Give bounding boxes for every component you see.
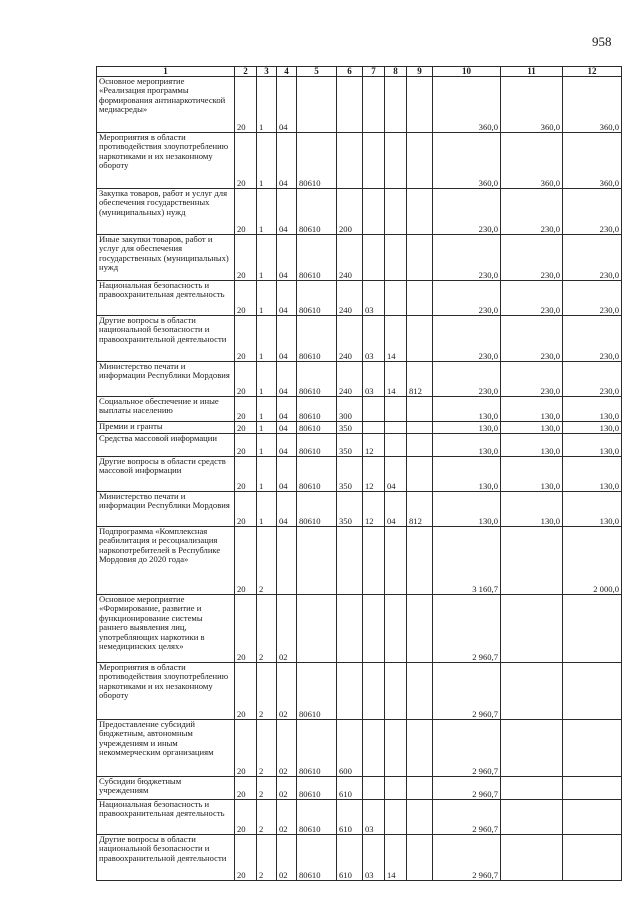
table-row: [97, 235, 622, 281]
col-11-cell: 230,0: [501, 235, 563, 281]
col-3-cell: 1: [257, 434, 277, 457]
col-3-cell: 1: [257, 133, 277, 189]
col-3-cell: 2: [257, 527, 277, 595]
col-9-cell: [407, 316, 433, 362]
col-6-cell: 350: [337, 434, 363, 457]
table-row: [97, 362, 622, 397]
col-2-cell: 20: [235, 397, 257, 422]
col-11-cell: 230,0: [501, 281, 563, 316]
col-4-cell: 04: [277, 362, 297, 397]
table-row: [97, 434, 622, 457]
row-name-cell: Другие вопросы в области средств массовой информации: [97, 457, 235, 492]
col-6-cell: 350: [337, 457, 363, 492]
col-12-cell: 230,0: [563, 316, 622, 362]
col-10-cell: 230,0: [433, 235, 501, 281]
table-row: [97, 133, 622, 189]
col-4-cell: 02: [277, 663, 297, 720]
col-5-cell: 80610: [297, 457, 337, 492]
col-11-cell: [501, 777, 563, 800]
header-col-5: 5: [297, 67, 337, 77]
col-6-cell: 610: [337, 800, 363, 835]
col-3-cell: 2: [257, 777, 277, 800]
col-8-cell: [385, 800, 407, 835]
col-2-cell: 20: [235, 362, 257, 397]
col-8-cell: [385, 663, 407, 720]
col-5-cell: 80610: [297, 316, 337, 362]
col-4-cell: 04: [277, 457, 297, 492]
table-row: [97, 595, 622, 663]
col-2-cell: 20: [235, 663, 257, 720]
table-row: [97, 492, 622, 527]
col-9-cell: [407, 663, 433, 720]
table-body: [97, 77, 622, 881]
col-7-cell: 03: [363, 281, 385, 316]
col-6-cell: 200: [337, 189, 363, 235]
col-2-cell: 20: [235, 835, 257, 881]
table-row: [97, 189, 622, 235]
table-row: [97, 777, 622, 800]
table-row: [97, 527, 622, 595]
col-8-cell: [385, 235, 407, 281]
col-10-cell: 360,0: [433, 133, 501, 189]
col-10-cell: 2 960,7: [433, 800, 501, 835]
col-12-cell: 130,0: [563, 397, 622, 422]
col-8-cell: [385, 434, 407, 457]
header-col-6: 6: [337, 67, 363, 77]
col-2-cell: 20: [235, 527, 257, 595]
col-7-cell: 03: [363, 800, 385, 835]
col-2-cell: 20: [235, 281, 257, 316]
col-7-cell: [363, 77, 385, 133]
col-11-cell: 360,0: [501, 133, 563, 189]
col-6-cell: 610: [337, 835, 363, 881]
col-5-cell: 80610: [297, 434, 337, 457]
col-8-cell: 04: [385, 492, 407, 527]
col-10-cell: 230,0: [433, 316, 501, 362]
col-7-cell: [363, 133, 385, 189]
table-row: [97, 77, 622, 133]
col-4-cell: 02: [277, 800, 297, 835]
col-3-cell: 1: [257, 77, 277, 133]
col-8-cell: 14: [385, 835, 407, 881]
col-3-cell: 2: [257, 800, 277, 835]
col-11-cell: 130,0: [501, 434, 563, 457]
row-name-cell: Основное мероприятие «Реализация программы формирования антинаркотической медиасреды»: [97, 77, 235, 133]
col-6-cell: 300: [337, 397, 363, 422]
header-col-3: 3: [257, 67, 277, 77]
col-7-cell: [363, 720, 385, 777]
col-4-cell: 02: [277, 720, 297, 777]
col-10-cell: 2 960,7: [433, 835, 501, 881]
col-2-cell: 20: [235, 316, 257, 362]
col-4-cell: 04: [277, 77, 297, 133]
col-2-cell: 20: [235, 133, 257, 189]
col-6-cell: 610: [337, 777, 363, 800]
col-4-cell: 04: [277, 316, 297, 362]
col-12-cell: [563, 595, 622, 663]
row-name-cell: Национальная безопасность и правоохранительная деятельность: [97, 800, 235, 835]
col-5-cell: 80610: [297, 397, 337, 422]
col-4-cell: 04: [277, 434, 297, 457]
col-2-cell: 20: [235, 189, 257, 235]
col-7-cell: 03: [363, 316, 385, 362]
row-name-cell: Министерство печати и информации Республики Мордовия: [97, 362, 235, 397]
col-9-cell: 812: [407, 362, 433, 397]
col-7-cell: 12: [363, 457, 385, 492]
col-10-cell: 130,0: [433, 434, 501, 457]
col-8-cell: [385, 527, 407, 595]
table-row: [97, 316, 622, 362]
col-10-cell: 360,0: [433, 77, 501, 133]
col-3-cell: 1: [257, 457, 277, 492]
header-col-8: 8: [385, 67, 407, 77]
col-9-cell: [407, 527, 433, 595]
col-7-cell: 12: [363, 492, 385, 527]
col-9-cell: [407, 235, 433, 281]
col-8-cell: [385, 77, 407, 133]
col-5-cell: 80610: [297, 835, 337, 881]
col-4-cell: 04: [277, 422, 297, 434]
col-11-cell: 130,0: [501, 492, 563, 527]
col-3-cell: 1: [257, 281, 277, 316]
header-col-9: 9: [407, 67, 433, 77]
col-12-cell: [563, 720, 622, 777]
col-2-cell: 20: [235, 422, 257, 434]
header-col-10: 10: [433, 67, 501, 77]
col-9-cell: [407, 133, 433, 189]
col-5-cell: 80610: [297, 281, 337, 316]
col-9-cell: 812: [407, 492, 433, 527]
col-5-cell: 80610: [297, 663, 337, 720]
col-2-cell: 20: [235, 595, 257, 663]
row-name-cell: Закупка товаров, работ и услуг для обеспечения государственных (муниципальных) нужд: [97, 189, 235, 235]
row-name-cell: Мероприятия в области противодействия злоупотреблению наркотиками и их незаконному обороту: [97, 663, 235, 720]
col-11-cell: [501, 835, 563, 881]
row-name-cell: Национальная безопасность и правоохранительная деятельность: [97, 281, 235, 316]
col-9-cell: [407, 720, 433, 777]
col-7-cell: [363, 663, 385, 720]
col-4-cell: 04: [277, 133, 297, 189]
col-8-cell: [385, 595, 407, 663]
col-8-cell: [385, 422, 407, 434]
col-5-cell: 80610: [297, 800, 337, 835]
col-11-cell: 130,0: [501, 397, 563, 422]
col-11-cell: 230,0: [501, 316, 563, 362]
col-2-cell: 20: [235, 434, 257, 457]
col-9-cell: [407, 434, 433, 457]
col-8-cell: [385, 133, 407, 189]
row-name-cell: Средства массовой информации: [97, 434, 235, 457]
col-8-cell: [385, 777, 407, 800]
row-name-cell: Субсидии бюджетным учреждениям: [97, 777, 235, 800]
col-2-cell: 20: [235, 235, 257, 281]
col-5-cell: 80610: [297, 235, 337, 281]
col-3-cell: 1: [257, 189, 277, 235]
col-5-cell: 80610: [297, 362, 337, 397]
col-6-cell: 240: [337, 235, 363, 281]
table-header: [97, 67, 622, 77]
col-8-cell: [385, 189, 407, 235]
col-9-cell: [407, 281, 433, 316]
header-col-1: 1: [97, 67, 235, 77]
table-row: [97, 720, 622, 777]
row-name-cell: Мероприятия в области противодействия злоупотреблению наркотиками и их незаконному обороту: [97, 133, 235, 189]
col-3-cell: 2: [257, 663, 277, 720]
table-row: [97, 457, 622, 492]
table-row: [97, 397, 622, 422]
header-col-11: 11: [501, 67, 563, 77]
col-10-cell: 2 960,7: [433, 663, 501, 720]
col-4-cell: 02: [277, 777, 297, 800]
col-11-cell: [501, 800, 563, 835]
col-10-cell: 130,0: [433, 397, 501, 422]
col-2-cell: 20: [235, 77, 257, 133]
row-name-cell: Другие вопросы в области национальной безопасности и правоохранительной деятельности: [97, 316, 235, 362]
col-8-cell: [385, 281, 407, 316]
col-6-cell: 240: [337, 316, 363, 362]
table-row: [97, 663, 622, 720]
table-row: [97, 835, 622, 881]
col-10-cell: 3 160,7: [433, 527, 501, 595]
col-5-cell: 80610: [297, 422, 337, 434]
col-12-cell: 130,0: [563, 422, 622, 434]
col-3-cell: 2: [257, 595, 277, 663]
col-4-cell: 02: [277, 835, 297, 881]
col-9-cell: [407, 397, 433, 422]
col-3-cell: 1: [257, 316, 277, 362]
col-6-cell: 240: [337, 362, 363, 397]
header-col-2: 2: [235, 67, 257, 77]
col-7-cell: [363, 777, 385, 800]
col-7-cell: [363, 422, 385, 434]
col-12-cell: 230,0: [563, 189, 622, 235]
row-name-cell: Иные закупки товаров, работ и услуг для обеспечения государственных (муниципальных) нужд: [97, 235, 235, 281]
col-10-cell: 230,0: [433, 281, 501, 316]
col-3-cell: 1: [257, 362, 277, 397]
col-3-cell: 2: [257, 835, 277, 881]
col-9-cell: [407, 457, 433, 492]
col-6-cell: [337, 595, 363, 663]
col-12-cell: [563, 835, 622, 881]
col-3-cell: 1: [257, 397, 277, 422]
page-number: 958: [592, 34, 612, 49]
col-7-cell: [363, 595, 385, 663]
col-10-cell: 130,0: [433, 457, 501, 492]
col-7-cell: 03: [363, 362, 385, 397]
col-7-cell: 03: [363, 835, 385, 881]
col-12-cell: 130,0: [563, 457, 622, 492]
table-row: [97, 281, 622, 316]
col-11-cell: [501, 720, 563, 777]
col-9-cell: [407, 189, 433, 235]
table-row: [97, 800, 622, 835]
col-7-cell: [363, 235, 385, 281]
col-2-cell: 20: [235, 777, 257, 800]
col-3-cell: 2: [257, 720, 277, 777]
col-6-cell: 350: [337, 492, 363, 527]
col-4-cell: [277, 527, 297, 595]
col-7-cell: 12: [363, 434, 385, 457]
col-12-cell: 230,0: [563, 362, 622, 397]
col-8-cell: 14: [385, 362, 407, 397]
row-name-cell: Основное мероприятие «Формирование, развитие и функционирование системы раннего выявления лиц, употребляющих наркотики в немедицинских целях»: [97, 595, 235, 663]
col-2-cell: 20: [235, 457, 257, 492]
col-10-cell: 130,0: [433, 422, 501, 434]
col-6-cell: [337, 133, 363, 189]
col-2-cell: 20: [235, 800, 257, 835]
col-10-cell: 230,0: [433, 189, 501, 235]
col-10-cell: 230,0: [433, 362, 501, 397]
col-9-cell: [407, 800, 433, 835]
col-4-cell: 04: [277, 235, 297, 281]
col-12-cell: 230,0: [563, 235, 622, 281]
col-12-cell: 360,0: [563, 133, 622, 189]
col-11-cell: [501, 527, 563, 595]
col-12-cell: [563, 777, 622, 800]
col-6-cell: [337, 77, 363, 133]
col-10-cell: 130,0: [433, 492, 501, 527]
col-8-cell: [385, 720, 407, 777]
col-4-cell: 02: [277, 595, 297, 663]
col-11-cell: 130,0: [501, 422, 563, 434]
col-12-cell: [563, 663, 622, 720]
col-12-cell: 130,0: [563, 434, 622, 457]
col-12-cell: 130,0: [563, 492, 622, 527]
col-5-cell: 80610: [297, 777, 337, 800]
col-11-cell: 130,0: [501, 457, 563, 492]
col-5-cell: [297, 77, 337, 133]
col-5-cell: 80610: [297, 133, 337, 189]
col-6-cell: 350: [337, 422, 363, 434]
col-9-cell: [407, 595, 433, 663]
col-10-cell: 2 960,7: [433, 595, 501, 663]
col-7-cell: [363, 189, 385, 235]
header-col-12: 12: [563, 67, 622, 77]
col-9-cell: [407, 77, 433, 133]
col-6-cell: [337, 527, 363, 595]
row-name-cell: Премии и гранты: [97, 422, 235, 434]
col-2-cell: 20: [235, 492, 257, 527]
col-6-cell: [337, 663, 363, 720]
col-4-cell: 04: [277, 189, 297, 235]
col-6-cell: 240: [337, 281, 363, 316]
col-8-cell: 04: [385, 457, 407, 492]
col-12-cell: 360,0: [563, 77, 622, 133]
col-8-cell: 14: [385, 316, 407, 362]
col-8-cell: [385, 397, 407, 422]
col-12-cell: 230,0: [563, 281, 622, 316]
col-5-cell: [297, 527, 337, 595]
budget-table: [96, 66, 622, 881]
col-5-cell: 80610: [297, 720, 337, 777]
col-2-cell: 20: [235, 720, 257, 777]
col-7-cell: [363, 397, 385, 422]
col-11-cell: 230,0: [501, 362, 563, 397]
col-6-cell: 600: [337, 720, 363, 777]
col-11-cell: [501, 663, 563, 720]
col-11-cell: [501, 595, 563, 663]
col-3-cell: 1: [257, 492, 277, 527]
row-name-cell: Подпрограмма «Комплексная реабилитация и ресоциализация наркопотребителей в Республике Мордовия до 2020 года»: [97, 527, 235, 595]
row-name-cell: Социальное обеспечение и иные выплаты населению: [97, 397, 235, 422]
col-11-cell: 360,0: [501, 77, 563, 133]
header-col-4: 4: [277, 67, 297, 77]
col-4-cell: 04: [277, 397, 297, 422]
col-9-cell: [407, 835, 433, 881]
col-7-cell: [363, 527, 385, 595]
col-4-cell: 04: [277, 281, 297, 316]
col-5-cell: 80610: [297, 189, 337, 235]
col-11-cell: 230,0: [501, 189, 563, 235]
col-5-cell: 80610: [297, 492, 337, 527]
row-name-cell: Предоставление субсидий бюджетным, автономным учреждениям и иным некоммерческим организациям: [97, 720, 235, 777]
header-col-7: 7: [363, 67, 385, 77]
col-9-cell: [407, 422, 433, 434]
col-10-cell: 2 960,7: [433, 777, 501, 800]
col-5-cell: [297, 595, 337, 663]
col-10-cell: 2 960,7: [433, 720, 501, 777]
row-name-cell: Министерство печати и информации Республики Мордовия: [97, 492, 235, 527]
header-row: [97, 67, 622, 77]
col-12-cell: 2 000,0: [563, 527, 622, 595]
table-row: [97, 422, 622, 434]
col-12-cell: [563, 800, 622, 835]
col-3-cell: 1: [257, 235, 277, 281]
col-4-cell: 04: [277, 492, 297, 527]
row-name-cell: Другие вопросы в области национальной безопасности и правоохранительной деятельности: [97, 835, 235, 881]
col-9-cell: [407, 777, 433, 800]
col-3-cell: 1: [257, 422, 277, 434]
